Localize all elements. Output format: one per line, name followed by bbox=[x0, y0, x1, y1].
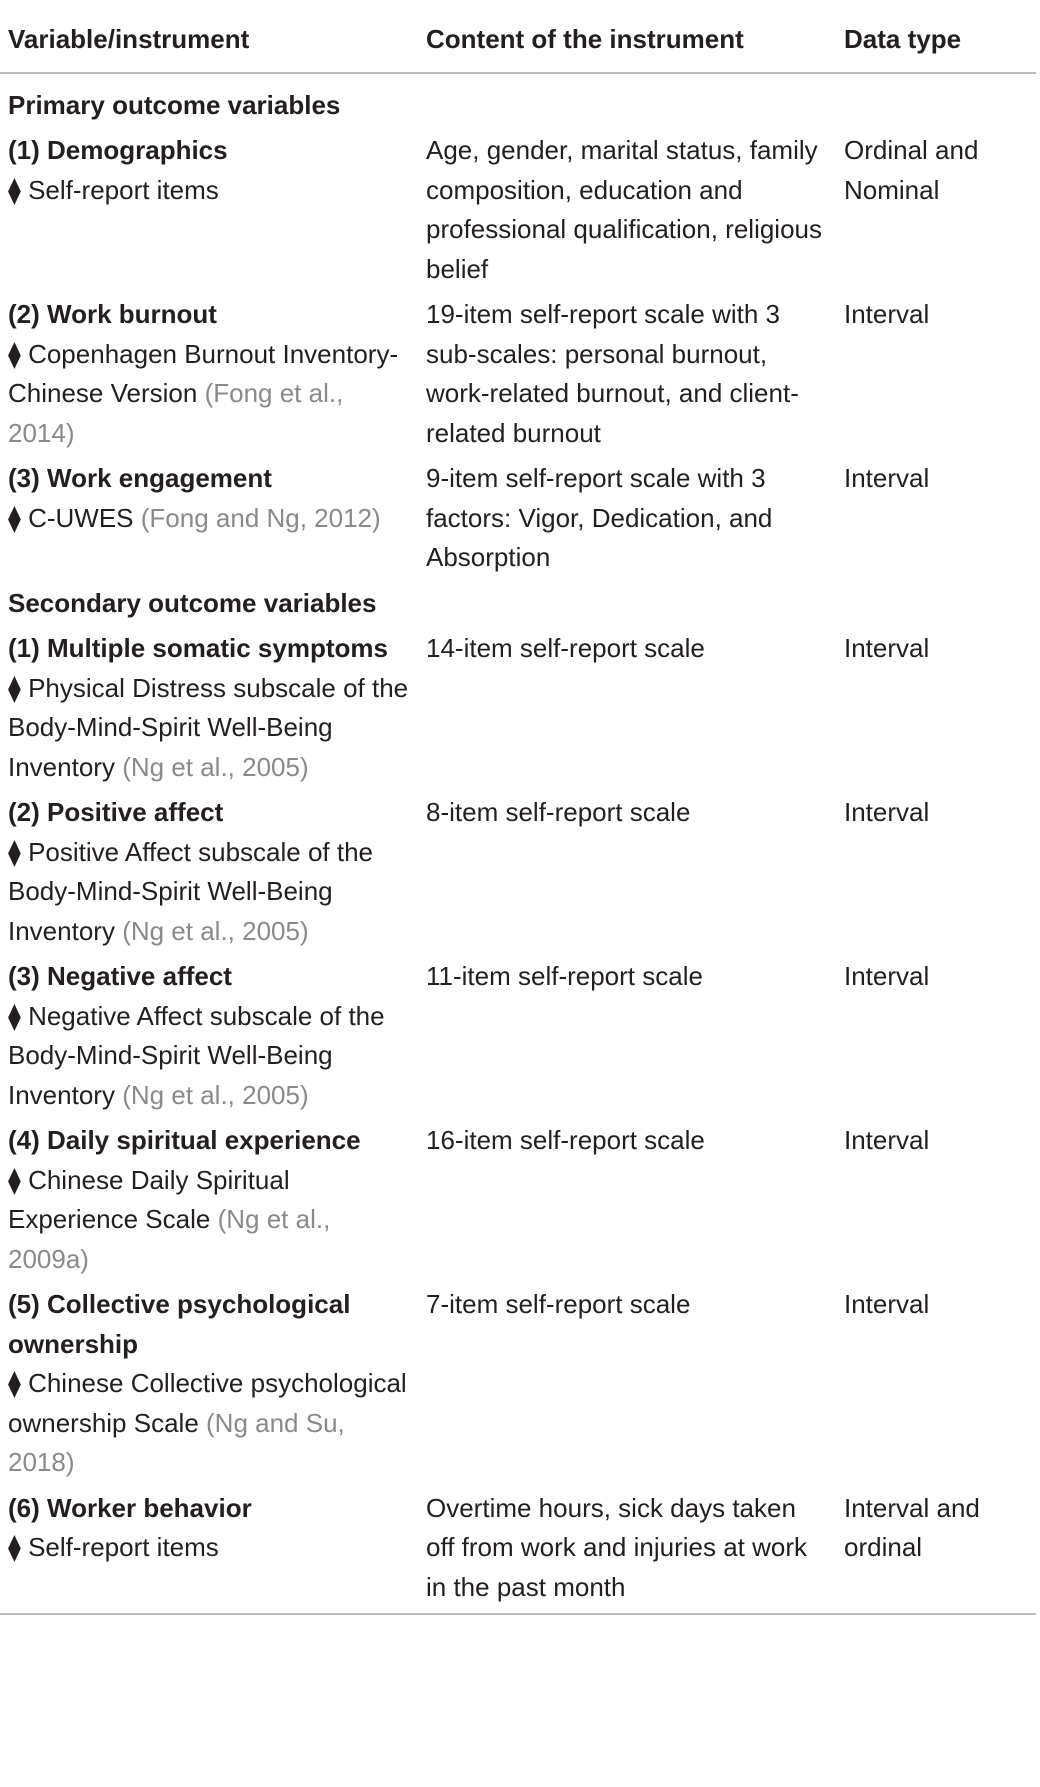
citation-link[interactable]: (Ng et al., 2005) bbox=[122, 915, 309, 946]
content-cell: 11-item self-report scale bbox=[426, 961, 703, 991]
data-type-cell: Ordinal and Nominal bbox=[844, 135, 979, 205]
table-row bbox=[0, 623, 1036, 787]
variable-title: (2) Positive affect bbox=[8, 797, 224, 827]
citation-link[interactable]: (Fong and Ng, 2012) bbox=[140, 502, 381, 533]
citation-link[interactable]: (Fong et al., 2014) bbox=[8, 378, 344, 448]
data-type-cell: Interval bbox=[844, 1289, 930, 1319]
instrument-table bbox=[0, 14, 1036, 1615]
variable-cell bbox=[0, 623, 418, 787]
variable-cell bbox=[0, 1115, 418, 1279]
variable-cell bbox=[0, 125, 418, 289]
variable-title: (3) Negative affect bbox=[8, 961, 232, 991]
instrument-name: ⧫ Chinese Daily Spiritual Experience Scale bbox=[8, 1164, 290, 1234]
citation-link[interactable]: (Ng and Su, 2018) bbox=[8, 1407, 345, 1477]
variable-title: (5) Collective psychological ownership bbox=[8, 1289, 351, 1359]
variable-cell bbox=[0, 1483, 418, 1615]
instrument-name: ⧫ Positive Affect subscale of the Body-Mind-Spirit Well-Being Inventory bbox=[8, 836, 374, 946]
data-type-cell: Interval bbox=[844, 463, 930, 493]
header-variable: Variable/instrument bbox=[0, 14, 418, 73]
data-type-cell: Interval bbox=[844, 961, 930, 991]
table-row bbox=[0, 951, 1036, 1115]
content-cell: 9-item self-report scale with 3 factors: Vigor, Dedication, and Absorption bbox=[426, 463, 773, 572]
variable-title: (2) Work burnout bbox=[8, 299, 217, 329]
section-row bbox=[0, 73, 1036, 126]
table-row bbox=[0, 289, 1036, 453]
section-label: Secondary outcome variables bbox=[8, 587, 377, 618]
table-row bbox=[0, 787, 1036, 951]
data-type-cell: Interval and ordinal bbox=[836, 1483, 1036, 1615]
instrument-name: ⧫ Chinese Collective psychological ownership Scale bbox=[8, 1368, 407, 1438]
section-label: Primary outcome variables bbox=[8, 89, 341, 120]
variable-title: (6) Worker behavior bbox=[8, 1492, 252, 1523]
header-content: Content of the instrument bbox=[418, 14, 836, 73]
content-cell: Age, gender, marital status, family composition, education and professional qualification, religious belief bbox=[426, 135, 823, 284]
table-header-row bbox=[0, 14, 1036, 73]
variable-cell bbox=[0, 453, 418, 578]
variable-title: (1) Multiple somatic symptoms bbox=[8, 633, 388, 663]
content-cell: 8-item self-report scale bbox=[426, 797, 691, 827]
content-cell: Overtime hours, sick days taken off from work and injuries at work in the past month bbox=[418, 1483, 836, 1615]
table-row bbox=[0, 1279, 1036, 1483]
instrument-name: ⧫ Self-report items bbox=[8, 174, 219, 205]
instrument-name: ⧫ Copenhagen Burnout Inventory-Chinese Version bbox=[8, 338, 399, 408]
table-body bbox=[0, 73, 1036, 1615]
data-type-cell: Interval bbox=[844, 797, 930, 827]
content-cell: 14-item self-report scale bbox=[426, 633, 705, 663]
header-data-type: Data type bbox=[836, 14, 1036, 73]
variable-cell bbox=[0, 951, 418, 1115]
section-row bbox=[0, 578, 1036, 624]
table-row bbox=[0, 453, 1036, 578]
variable-cell bbox=[0, 1279, 418, 1483]
citation-link[interactable]: (Ng et al., 2009a) bbox=[8, 1204, 331, 1274]
data-type-cell: Interval bbox=[844, 633, 930, 663]
content-cell: 19-item self-report scale with 3 sub-scales: personal burnout, work-related burnout, and client-related burnout bbox=[426, 299, 799, 448]
citation-link[interactable]: (Ng et al., 2005) bbox=[122, 751, 309, 782]
variable-title: (4) Daily spiritual experience bbox=[8, 1125, 361, 1155]
table-row bbox=[0, 1115, 1036, 1279]
citation-link[interactable]: (Ng et al., 2005) bbox=[122, 1079, 309, 1110]
instrument-name: ⧫ Self-report items bbox=[8, 1532, 219, 1562]
table-row bbox=[0, 1483, 1036, 1615]
variable-cell bbox=[0, 289, 418, 453]
variable-title: (3) Work engagement bbox=[8, 463, 272, 493]
data-type-cell: Interval bbox=[844, 299, 930, 329]
content-cell: 16-item self-report scale bbox=[426, 1125, 705, 1155]
table-row bbox=[0, 125, 1036, 289]
variable-title: (1) Demographics bbox=[8, 135, 228, 165]
data-type-cell: Interval bbox=[844, 1125, 930, 1155]
instrument-name: ⧫ Physical Distress subscale of the Body-Mind-Spirit Well-Being Inventory bbox=[8, 672, 409, 782]
variable-cell bbox=[0, 787, 418, 951]
content-cell: 7-item self-report scale bbox=[426, 1289, 691, 1319]
instrument-name: ⧫ C-UWES bbox=[8, 502, 134, 533]
instrument-name: ⧫ Negative Affect subscale of the Body-Mind-Spirit Well-Being Inventory bbox=[8, 1000, 385, 1110]
